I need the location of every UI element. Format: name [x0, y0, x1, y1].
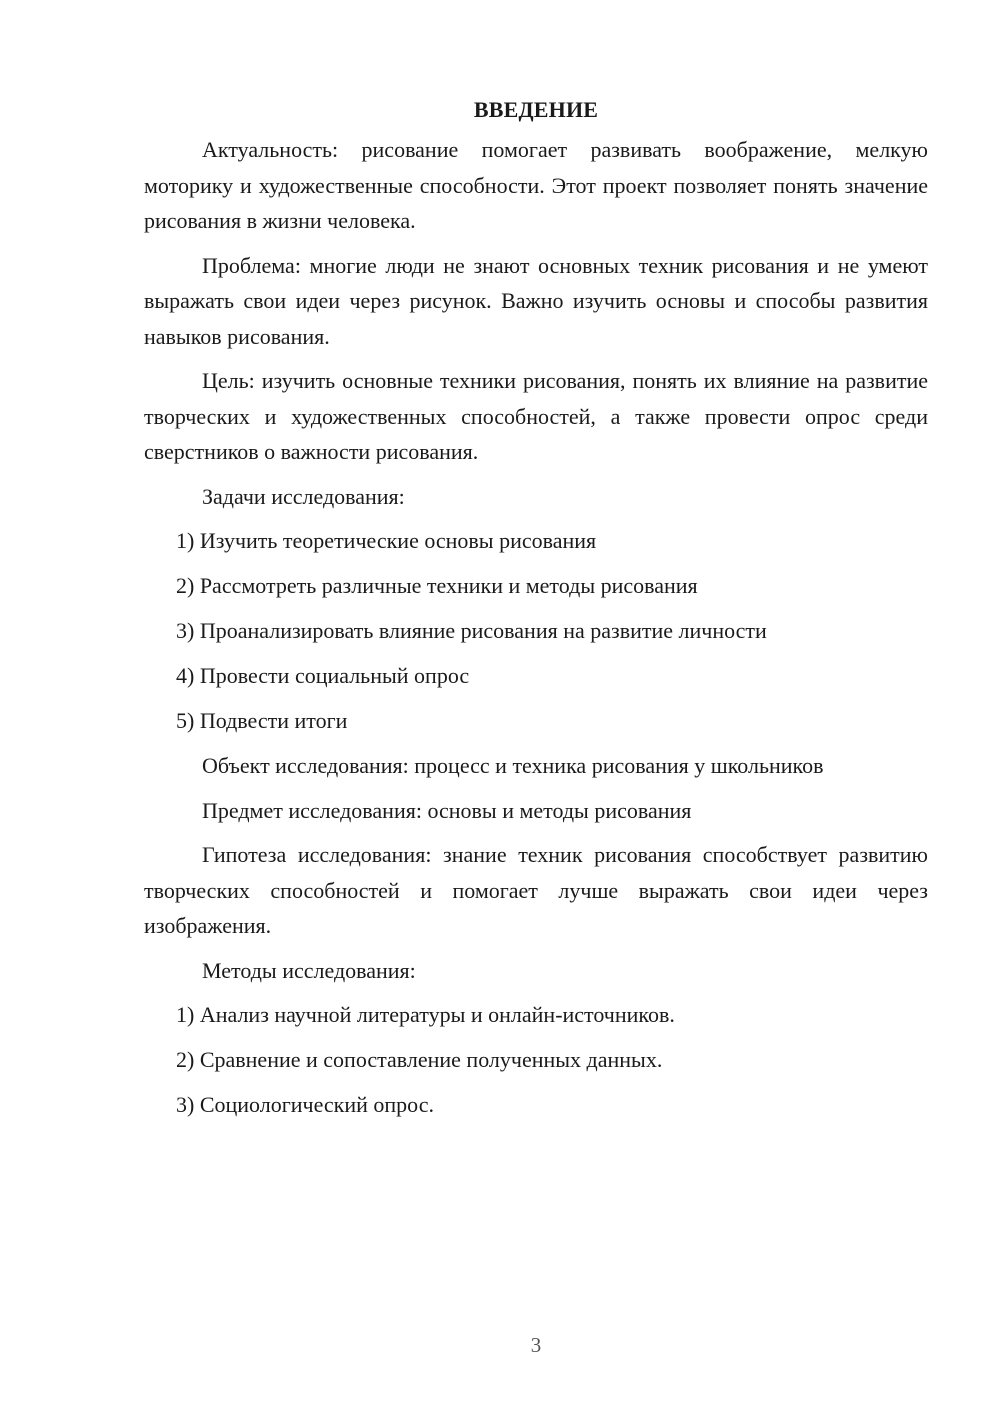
page-number: 3 [530, 1333, 542, 1357]
list-item-method-3: 3) Социологический опрос. [176, 1092, 434, 1117]
methods-title: Методы исследования: [202, 957, 416, 983]
hypothesis-paragraph: Гипотеза исследования: знание техник рисования способствует развитию творческих способностей и помогает лучше выражать свои идеи через изображения. [144, 842, 928, 938]
list-item-method-1: 1) Анализ научной литературы и онлайн-источников. [176, 1002, 675, 1027]
problem-paragraph: Проблема: многие люди не знают основных техник рисования и не умеют выражать свои идеи через рисунок. Важно изучить основы и способы развития навыков рисования. [144, 252, 928, 349]
tasks-list [144, 523, 928, 739]
tasks-title: Задачи исследования: [202, 483, 405, 509]
list-item-task-4: 4) Провести социальный опрос [176, 663, 470, 688]
document-page [144, 92, 928, 1132]
list-item-task-3: 3) Проанализировать влияние рисования на развитие личности [176, 618, 767, 643]
list-item-task-1: 1) Изучить теоретические основы рисования [176, 528, 597, 553]
page-title: ВВЕДЕНИЕ [473, 97, 599, 122]
subject-paragraph: Предмет исследования: основы и методы рисования [202, 797, 692, 823]
relevance-paragraph: Актуальность: рисование помогает развивать воображение, мелкую моторику и художественные способности. Этот проект позволяет понять значение рисования в жизни человека. [144, 137, 928, 233]
list-item-method-2: 2) Сравнение и сопоставление полученных данных. [176, 1047, 663, 1072]
methods-list [144, 997, 928, 1123]
goal-paragraph: Цель: изучить основные техники рисования, понять их влияние на развитие творческих и художественных способностей, а также провести опрос среди сверстников о важности рисования. [144, 368, 928, 464]
list-item-task-2: 2) Рассмотреть различные техники и методы рисования [176, 573, 698, 598]
list-item-task-5: 5) Подвести итоги [176, 708, 348, 733]
object-paragraph: Объект исследования: процесс и техника рисования у школьников [202, 753, 824, 778]
